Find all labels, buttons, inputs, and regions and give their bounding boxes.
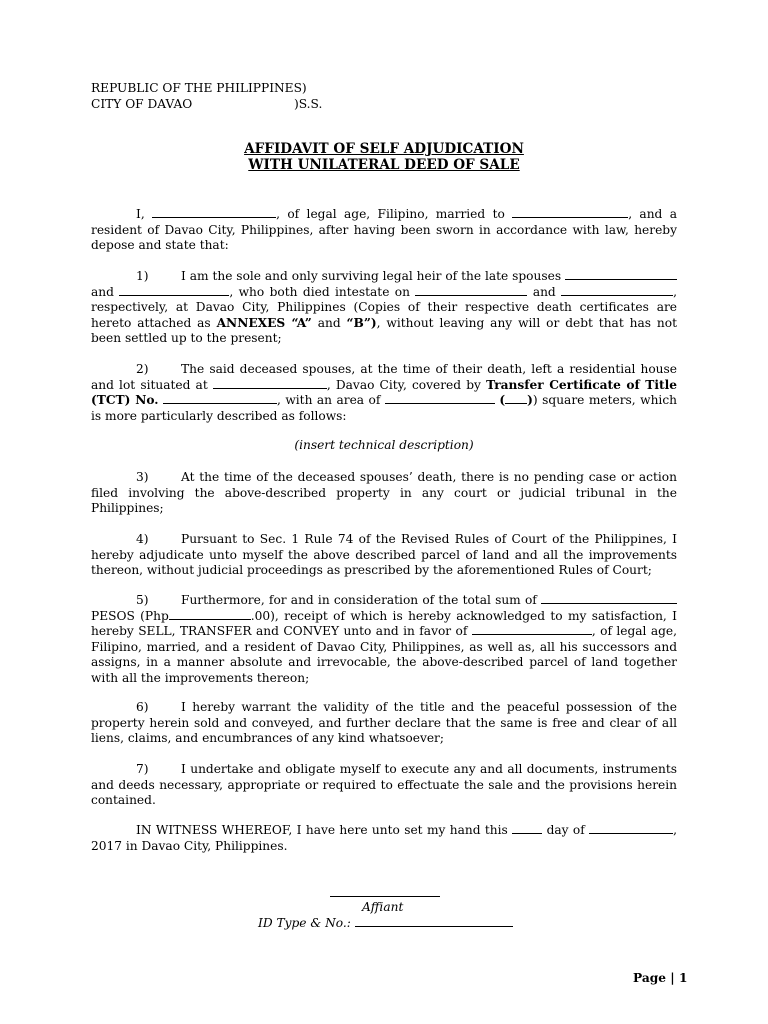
price-words-blank [541,593,677,604]
page-separator: | [670,971,675,985]
p4-number: 4) [136,532,149,546]
intro-text-2: , of legal age, Filipino, married to [276,207,505,221]
p2-text-2: , Davao City, covered by [326,377,481,392]
page-footer [633,971,687,985]
witness-text-3: , 2017 in Davao City, Philippines. [91,823,677,853]
paragraph-5 [91,593,677,687]
venue-ss: )S.S. [294,97,323,111]
p3-text: At the time of the deceased spouses’ death, there is no pending case or action filed involving the above-described property in any court or judicial tribunal in the Philippines; [91,470,677,516]
venue-city: CITY OF DAVAO [91,97,193,111]
p6-number: 6) [136,700,149,714]
tct-number-blank [163,393,277,404]
witness-text-2: day of [546,823,585,837]
venue-republic: REPUBLIC OF THE PHILIPPINES) [91,81,307,95]
p1-text-6: and [317,315,341,330]
p2-paren-open: ( [499,393,506,408]
id-type-blank [355,916,513,927]
p2-tct: Transfer Certificate of Title (TCT) No. [91,377,678,408]
paragraph-4 [91,532,677,579]
p1-text-3: , who both died intestate on [229,284,410,299]
p4-text: Pursuant to Sec. 1 Rule 74 of the Revised Rules of Court of the Philippines, I hereby adjudicate unto myself the above described parcel of land and all the improvements thereon, without judicial proceedings as prescribed by the aforementioned Rules of Court; [91,532,677,578]
p5-text-4: , of legal age, Filipino, married, and a resident of Davao City, Philippines, as well as, all his successors and assigns, in a manner absolute and irrevocable, the above-described parcel of land together with all the improvements thereon; [91,624,678,685]
day-blank [512,823,542,834]
p1-text-1: I am the sole and only surviving legal heir of the late spouses [181,269,562,283]
intro-text-1: I, [136,207,145,221]
witness-paragraph [91,823,677,854]
intro-paragraph [91,207,677,254]
p5-text-3: .00), receipt of which is hereby acknowledged to my satisfaction, I hereby SELL, TRANSFER and CONVEY unto and in favor of [91,608,677,639]
title-line-2: WITH UNILATERAL DEED OF SALE [248,157,520,173]
affiant-name-blank [152,207,276,218]
id-type-line [258,916,513,930]
p6-text: I hereby warrant the validity of the title and the peaceful possession of the property herein sold and conveyed, and further declare that the same is free and clear of all liens, claims, and encumbrances of any kind whatsoever; [91,700,677,746]
insert-technical-description: (insert technical description) [294,438,474,452]
p1-text-2: and [91,284,114,299]
paragraph-1 [91,269,677,347]
intro-text-3: , and a resident of Davao City, Philippines, after having been sworn in accordance with law, hereby depose and state that: [91,207,677,253]
p3-number: 3) [136,470,149,484]
p5-text-2: PESOS (Php [91,608,169,623]
id-type-label: ID Type & No.: [258,916,351,930]
deceased-1-blank [565,269,677,280]
p1-annex-a: ANNEXES “A” [216,315,312,330]
paragraph-2: 2) The said deceased spouses, at the time of their death, left a residential house and lot situated at , Davao City, covered by Transfer Certificate of Title (TCT) No. , with an area of ( )) square meters, which is more particularly described as follows: [91,362,678,423]
p1-text-4: and [532,284,556,299]
witness-text-1: IN WITNESS WHEREOF, I have here unto set my hand this [136,823,508,837]
p5-number: 5) [136,593,149,607]
paragraph-3 [91,470,677,517]
affiant-label: Affiant [362,900,404,914]
page-label: Page [633,971,667,985]
signature-line [330,896,440,897]
p2-number: 2) [136,362,149,376]
page-number: 1 [678,971,688,985]
paragraph-7 [91,762,677,809]
p2-text-1: The said deceased spouses, at the time of their death, left a residential house and lot situated at [91,362,677,392]
location-blank [213,378,327,389]
p7-text: I undertake and obligate myself to execute any and all documents, instruments and deeds necessary, appropriate or required to effectuate the sale and the provisions herein contained. [91,762,677,808]
title-line-1: AFFIDAVIT OF SELF ADJUDICATION [244,141,524,157]
paragraph-6 [91,700,677,747]
document-title [0,141,768,173]
p2-text-3: , with an area of [277,393,381,408]
price-php-blank [169,609,251,620]
p1-text-7: , without leaving any will or debt that has not been settled up to the present; [91,315,677,346]
deceased-2-blank [119,285,229,296]
venue-block [91,80,323,112]
p1-text-5: , respectively, at Davao City, Philippines (Copies of their respective death certificates are hereto attached as [91,284,678,330]
area-words-blank [385,393,495,404]
spouse-name-blank [512,207,628,218]
p2-text-5: ) square meters, which is more particularly described as follows: [91,393,678,423]
area-number-blank [505,393,527,404]
p1-annex-b: “B”) [346,315,377,330]
buyer-name-blank [472,624,592,635]
p5-text-1: Furthermore, for and in consideration of the total sum of [181,593,537,607]
month-blank [589,823,673,834]
p1-number: 1) [136,269,149,283]
death-date-1-blank [415,285,527,296]
death-date-2-blank [561,285,673,296]
p7-number: 7) [136,762,149,776]
